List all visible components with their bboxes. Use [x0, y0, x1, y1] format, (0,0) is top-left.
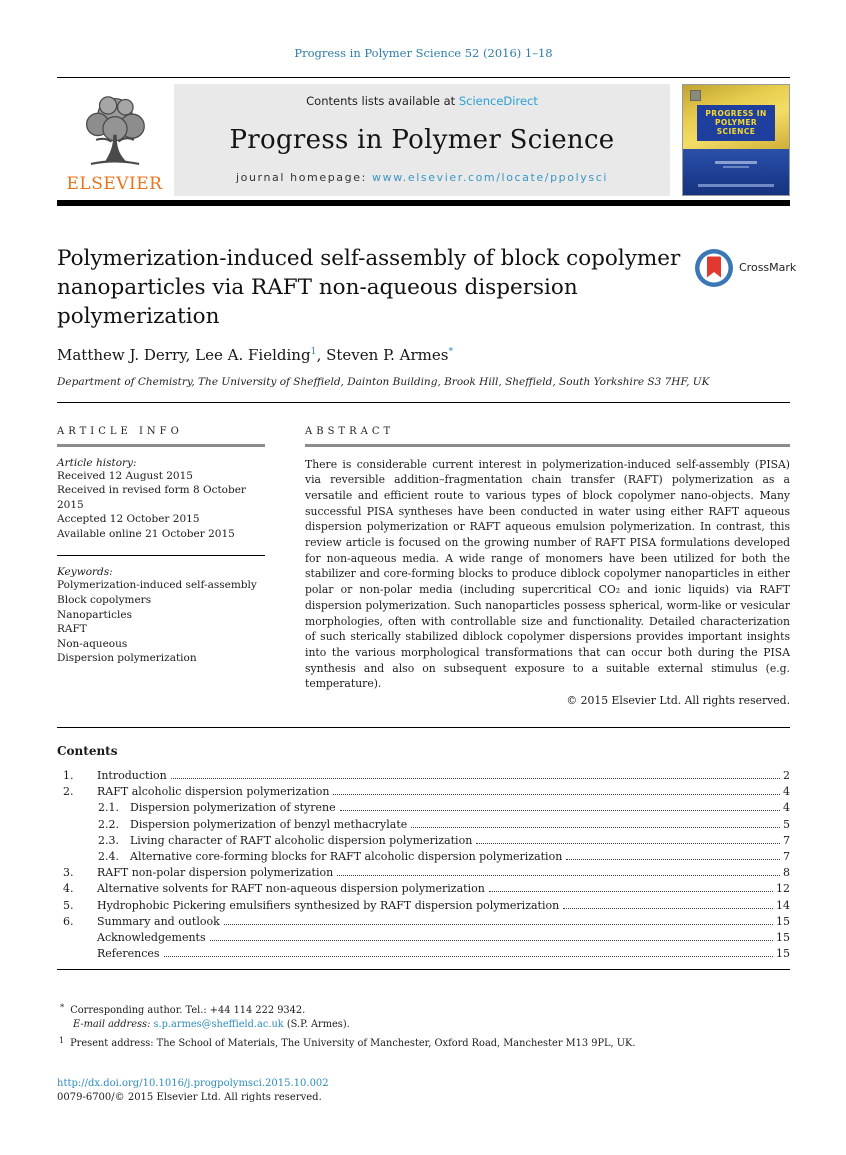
keyword-item: Nanoparticles — [57, 608, 132, 621]
crossmark-icon — [694, 248, 734, 288]
sciencedirect-link[interactable]: ScienceDirect — [458, 94, 538, 108]
toc-label: RAFT non-polar dispersion polymerization — [97, 866, 334, 880]
email-label: E-mail address: — [73, 1018, 151, 1030]
cover-bottom — [683, 149, 789, 195]
footnote-1-mark: 1 — [59, 1036, 65, 1046]
toc-page: 5 — [783, 817, 790, 831]
article-history-label: Article history: — [57, 456, 137, 469]
toc-number: 2.4. — [98, 850, 119, 864]
toc-entry[interactable] — [98, 817, 790, 833]
keyword-item: Non-aqueous — [57, 637, 128, 650]
article-title-line: Polymerization-induced self-assembly of block copolymer — [57, 246, 681, 271]
toc-dot-leader — [476, 843, 780, 844]
title-section-rule — [57, 402, 790, 403]
toc-number: 2. — [63, 785, 74, 799]
toc-number: 2.3. — [98, 833, 119, 847]
keyword-item: Block copolymers — [57, 594, 152, 607]
toc-dot-leader — [411, 827, 780, 828]
doi-link[interactable]: http://dx.doi.org/10.1016/j.progpolymsci.2015.10.002 — [57, 1077, 329, 1089]
toc-entry[interactable] — [63, 914, 790, 930]
history-item: Available online 21 October 2015 — [57, 527, 235, 540]
toc-dot-leader — [563, 908, 773, 909]
history-item: Accepted 12 October 2015 — [57, 513, 200, 526]
toc-label: Summary and outlook — [97, 914, 220, 928]
toc-number: 6. — [63, 914, 74, 928]
abstract-column — [305, 426, 790, 707]
cover-title-line: POLYMER — [714, 118, 758, 127]
toc-entry[interactable] — [63, 881, 790, 897]
toc-entry[interactable] — [97, 930, 790, 946]
toc-dot-leader — [224, 924, 773, 925]
corresponding-author-note — [57, 1002, 790, 1018]
toc-dot-leader — [337, 875, 780, 876]
keywords-label: Keywords: — [57, 566, 113, 579]
toc-number: 3. — [63, 866, 74, 880]
abstract-copyright: © 2015 Elsevier Ltd. All rights reserved. — [566, 694, 790, 708]
cover-stamp-icon — [690, 90, 701, 101]
toc-dot-leader — [210, 940, 773, 941]
cover-decoration — [698, 184, 774, 187]
toc-page: 2 — [783, 769, 790, 783]
toc-entry[interactable] — [63, 865, 790, 881]
toc-page: 7 — [783, 850, 790, 864]
keyword-item: RAFT — [57, 623, 87, 636]
toc-label: Dispersion polymerization of benzyl methacrylate — [130, 817, 408, 831]
journal-citation: Progress in Polymer Science 52 (2016) 1–18 — [294, 46, 553, 60]
toc-page: 14 — [776, 898, 790, 912]
doi-block — [57, 1077, 790, 1105]
contents-available-text: Contents lists available at — [306, 94, 459, 108]
toc-entry[interactable] — [97, 946, 790, 962]
toc-entry[interactable] — [98, 833, 790, 849]
article-title — [57, 244, 694, 331]
toc-page: 8 — [783, 866, 790, 880]
toc-dot-leader — [333, 794, 780, 795]
asterisk-mark: * — [60, 1003, 65, 1014]
toc-dot-leader — [171, 778, 780, 779]
journal-banner — [174, 84, 670, 196]
contents-top-rule — [57, 727, 790, 728]
corresponding-text: Corresponding author. Tel.: +44 114 222 9342. — [70, 1005, 306, 1017]
article-title-line: polymerization — [57, 304, 220, 329]
toc-entry[interactable] — [98, 800, 790, 816]
toc-label: Introduction — [97, 769, 167, 783]
contents-bottom-rule — [57, 969, 790, 970]
article-info-heading: ARTICLE INFO — [57, 426, 183, 437]
toc-entry[interactable] — [63, 768, 790, 784]
toc-page: 15 — [776, 914, 790, 928]
cover-decoration — [715, 161, 757, 164]
cover-decoration — [723, 166, 748, 168]
history-item: Received in revised form 8 October 2015 — [57, 484, 246, 511]
toc-dot-leader — [566, 859, 780, 860]
toc-page: 15 — [776, 947, 790, 961]
footnotes — [57, 1002, 790, 1051]
journal-title: Progress in Polymer Science — [229, 124, 615, 155]
toc-dot-leader — [340, 810, 780, 811]
toc-dot-leader — [489, 891, 773, 892]
affiliation: Department of Chemistry, The University of Sheffield, Dainton Building, Brook Hill, Sheffield, South Yorkshire S3 7HF, UK — [57, 376, 710, 388]
toc-number: 5. — [63, 898, 74, 912]
crossmark-label: CrossMark — [739, 261, 797, 274]
contents-heading: Contents — [57, 744, 118, 759]
authors-text: , Steven P. Armes — [316, 346, 449, 364]
toc-label: References — [97, 947, 160, 961]
table-of-contents — [57, 768, 790, 962]
toc-dot-leader — [164, 956, 773, 957]
toc-entry[interactable] — [63, 784, 790, 800]
toc-number: 2.2. — [98, 817, 119, 831]
elsevier-tree-icon — [72, 90, 158, 176]
toc-number: 1. — [63, 769, 74, 783]
cover-top — [683, 85, 789, 149]
journal-homepage-line — [236, 171, 608, 184]
email-link[interactable]: s.p.armes@sheffield.ac.uk — [153, 1018, 284, 1030]
journal-homepage-link[interactable]: www.elsevier.com/locate/ppolysci — [372, 171, 608, 184]
journal-header — [57, 84, 790, 196]
abstract-heading: ABSTRACT — [305, 426, 395, 437]
author-list — [57, 346, 790, 364]
toc-label: RAFT alcoholic dispersion polymerization — [97, 785, 330, 799]
authors-text: Matthew J. Derry, Lee A. Fielding — [57, 346, 311, 364]
toc-label: Acknowledgements — [97, 931, 206, 945]
keyword-item: Dispersion polymerization — [57, 652, 197, 665]
toc-number: 2.1. — [98, 801, 119, 815]
toc-label: Dispersion polymerization of styrene — [130, 801, 336, 815]
abstract-rule — [305, 444, 790, 447]
toc-label: Living character of RAFT alcoholic dispersion polymerization — [130, 833, 473, 847]
issn-copyright: 0079-6700/© 2015 Elsevier Ltd. All rights reserved. — [57, 1091, 322, 1103]
email-note — [73, 1018, 790, 1032]
toc-page: 4 — [783, 785, 790, 799]
toc-page: 15 — [776, 931, 790, 945]
article-info-rule — [57, 444, 265, 447]
cover-title-line: SCIENCE — [716, 127, 756, 136]
toc-entry[interactable] — [63, 898, 790, 914]
corresponding-author-mark[interactable]: * — [448, 346, 454, 357]
toc-label: Hydrophobic Pickering emulsifiers synthesized by RAFT dispersion polymerization — [97, 898, 560, 912]
article-info-column — [57, 426, 265, 707]
header-bottom-bar — [57, 200, 790, 206]
toc-page: 4 — [783, 801, 790, 815]
toc-entry[interactable] — [98, 849, 790, 865]
keywords-divider — [57, 555, 265, 556]
history-item: Received 12 August 2015 — [57, 469, 193, 482]
elsevier-wordmark: ELSEVIER — [66, 174, 163, 194]
email-suffix: (S.P. Armes). — [283, 1018, 350, 1030]
elsevier-logo[interactable] — [57, 84, 172, 196]
toc-label: Alternative solvents for RAFT non-aqueous dispersion polymerization — [97, 882, 485, 896]
toc-label: Alternative core-forming blocks for RAFT alcoholic dispersion polymerization — [130, 850, 563, 864]
homepage-label: journal homepage: — [235, 171, 372, 184]
author-footnote-mark[interactable]: 1 — [310, 346, 317, 357]
toc-number: 4. — [63, 882, 74, 896]
abstract-text: There is considerable current interest in polymerization-induced self-assembly (PISA) via reversible addition–fragmentation chain transfer (RAFT) polymerization as a versatile and efficient route to various types of block copolymer nano-objects. Many successful PISA syntheses have been conducted in water using either RAFT aqueous dispersion polymerization or RAFT aqueous emulsion polymerization. In contrast, this review article is focused on the growing number of RAFT PISA formulations developed for non-aqueous media. A wide range of monomers have been utilized for both the stabilizer and core-forming blocks to produce diblock copolymer nanoparticles in either polar or non-polar media (including supercritical CO₂ and ionic liquids) via RAFT dispersion polymerization. Such nanoparticles possess spherical, worm-like or vesicular morphologies, often with controllable size and functionality. Detailed characterization of such sterically stabilized diblock copolymer dispersions provides important insights into the various morphological transformations that can occur both during the PISA synthesis and also on subsequent exposure to a suitable external stimulus (e.g. temperature). — [305, 457, 790, 691]
journal-cover-thumbnail[interactable] — [682, 84, 790, 196]
contents-available-line — [306, 94, 538, 108]
header-top-rule — [57, 77, 790, 78]
present-address-text: Present address: The School of Materials, The University of Manchester, Oxford Road, Manchester M13 9PL, UK. — [70, 1038, 636, 1050]
keyword-item: Polymerization-induced self-assembly — [57, 579, 257, 592]
cover-title-line: PROGRESS IN — [705, 109, 767, 118]
crossmark-badge[interactable] — [694, 244, 797, 331]
present-address-note — [57, 1034, 790, 1051]
toc-page: 12 — [776, 882, 790, 896]
article-title-line: nanoparticles via RAFT non-aqueous dispersion — [57, 275, 578, 300]
cover-title-box — [697, 105, 775, 141]
toc-page: 7 — [783, 833, 790, 847]
